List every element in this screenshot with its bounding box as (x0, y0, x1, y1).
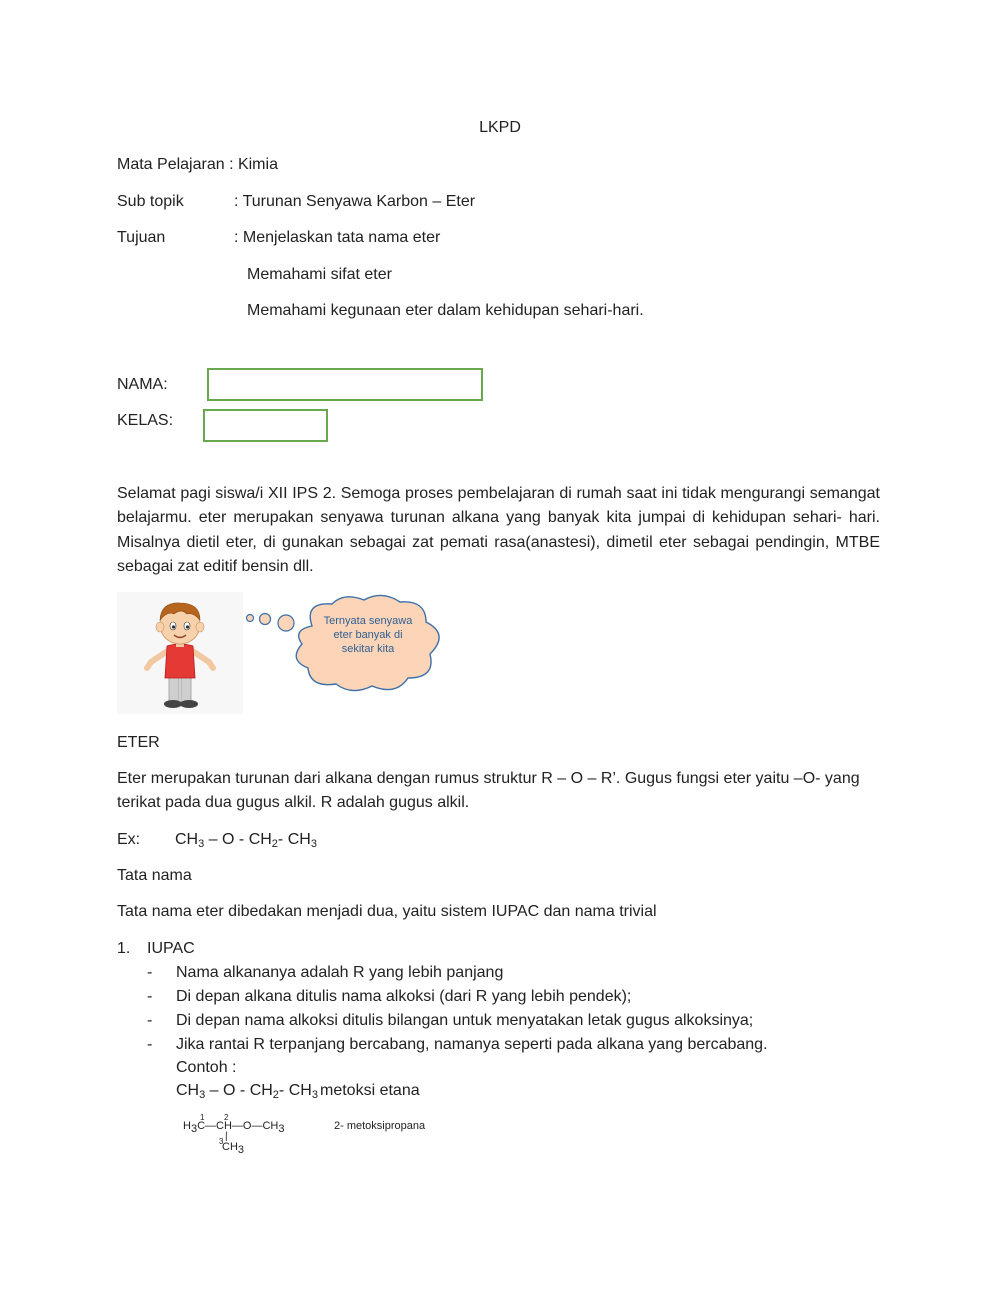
example-formula: $CH_3$ – O - $CH_2-$ $CH_3$ (175, 831, 317, 850)
branch-bond: | (225, 1131, 228, 1142)
eter-definition: Eter merupakan turunan dari alkana dengan rumus struktur R – O – R’. Gugus fungsi eter yaitu –O- yang terikat pada dua gugus alkil. R adalah gugus alkil. (117, 770, 860, 812)
goal-label: Tujuan (117, 229, 166, 246)
subtopic-label: Sub topik (117, 193, 184, 210)
naming-heading: Tata nama (117, 867, 192, 884)
carbon-number: 2 (224, 1113, 229, 1122)
bullet-dash: - (147, 1012, 153, 1029)
main-chain: $H_3C—CH—O—CH_3$ (183, 1120, 285, 1135)
example-title: Contoh : (176, 1059, 237, 1076)
bullet-dash: - (147, 988, 153, 1005)
page-title: LKPD (479, 119, 521, 136)
boy-character-icon (117, 592, 243, 714)
name-input[interactable] (207, 368, 483, 401)
iupac-title: IUPAC (147, 940, 195, 957)
example2-name: 2- metoksipropana (334, 1120, 426, 1132)
goal-item-3: Memahami kegunaan eter dalam kehidupan sehari-hari. (247, 302, 644, 319)
bullet-dash: - (147, 964, 153, 981)
thought-bubble-text: Ternyata senyawa eter banyak di sekitar kita (323, 615, 413, 655)
branch-group: $CH_3$ (222, 1141, 245, 1156)
example-label: Ex: (117, 831, 141, 848)
eter-heading: ETER (117, 734, 160, 751)
carbon-number: 3 (219, 1137, 224, 1146)
naming-intro: Tata nama eter dibedakan menjadi dua, yaitu sistem IUPAC dan nama trivial (117, 903, 657, 920)
goal-item-2: Memahami sifat eter (247, 266, 392, 283)
goal-item-1: : Menjelaskan tata nama eter (234, 229, 441, 246)
example1-formula: $CH_3$ – O - $CH_2-$ $CH_3$ (176, 1082, 318, 1101)
carbon-number: 1 (200, 1113, 205, 1122)
class-input[interactable] (203, 409, 328, 442)
subject-line: Mata Pelajaran : Kimia (117, 156, 278, 173)
rule-item: Di depan nama alkoksi ditulis bilangan untuk menyatakan letak gugus alkoksinya; (176, 1012, 754, 1029)
iupac-number: 1. (117, 940, 131, 957)
example1-name: metoksi etana (320, 1082, 420, 1099)
rule-item: Di depan alkana ditulis nama alkoksi (dari R yang lebih pendek); (176, 988, 632, 1005)
class-label: KELAS: (117, 412, 174, 429)
name-label: NAMA: (117, 376, 168, 393)
bullet-dash: - (147, 1036, 153, 1053)
rule-item: Jika rantai R terpanjang bercabang, namanya seperti pada alkana yang bercabang. (176, 1036, 768, 1053)
intro-paragraph: Selamat pagi siswa/i XII IPS 2. Semoga proses pembelajaran di rumah saat ini tidak mengurangi semangat belajarmu. eter merupakan senyawa turunan alkana yang banyak kita jumpai di kehidupan sehari- hari. Misalnya dietil eter, di gunakan sebagai zat pemati rasa(anastesi), dimetil eter sebagai pendingin, MTBE sebagai zat editif bensin dll. (117, 485, 880, 576)
subtopic-value: : Turunan Senyawa Karbon – Eter (234, 193, 476, 210)
rule-item: Nama alkananya adalah R yang lebih panjang (176, 964, 504, 981)
